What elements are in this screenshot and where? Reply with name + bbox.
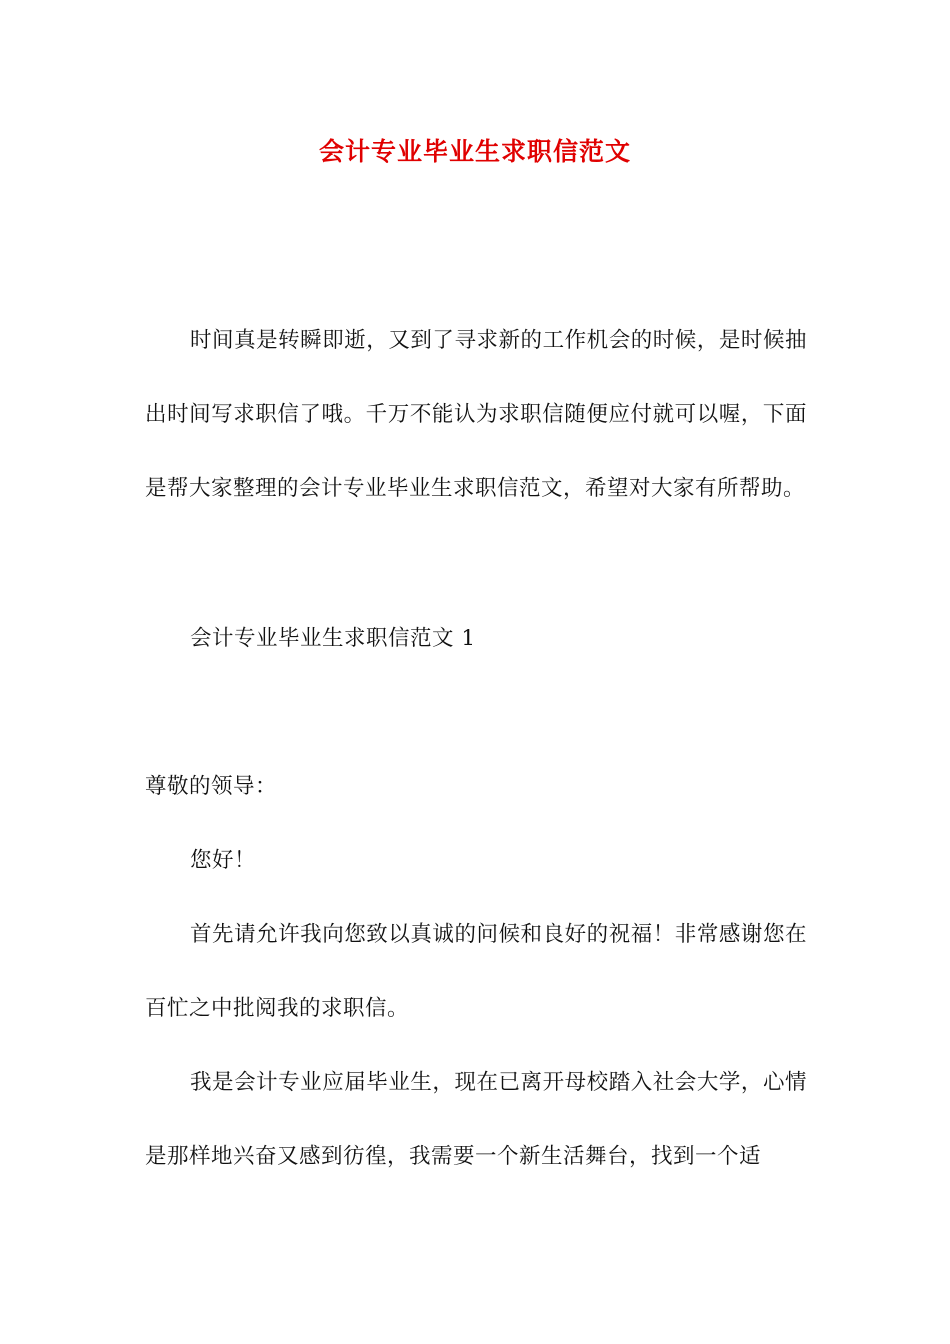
intro-paragraph: 时间真是转瞬即逝，又到了寻求新的工作机会的时候，是时候抽出时间写求职信了哦。千万不能认为求职信随便应付就可以喔，下面是帮大家整理的会计专业毕业生求职信范文，希望对大家有所帮助。 [145, 328, 807, 501]
letter-paragraph-2: 我是会计专业应届毕业生，现在已离开母校踏入社会大学，心情是那样地兴奋又感到彷徨，我需要一个新生活舞台，找到一个适 [145, 1070, 807, 1169]
letter-paragraph-1: 首先请允许我向您致以真诚的问候和良好的祝福！非常感谢您在百忙之中批阅我的求职信。 [145, 922, 807, 1021]
section-heading: 会计专业毕业生求职信范文 1 [190, 626, 476, 651]
greeting: 您好！ [190, 848, 257, 873]
salutation: 尊敬的领导： [145, 774, 278, 799]
document-title: 会计专业毕业生求职信范文 [318, 137, 631, 166]
